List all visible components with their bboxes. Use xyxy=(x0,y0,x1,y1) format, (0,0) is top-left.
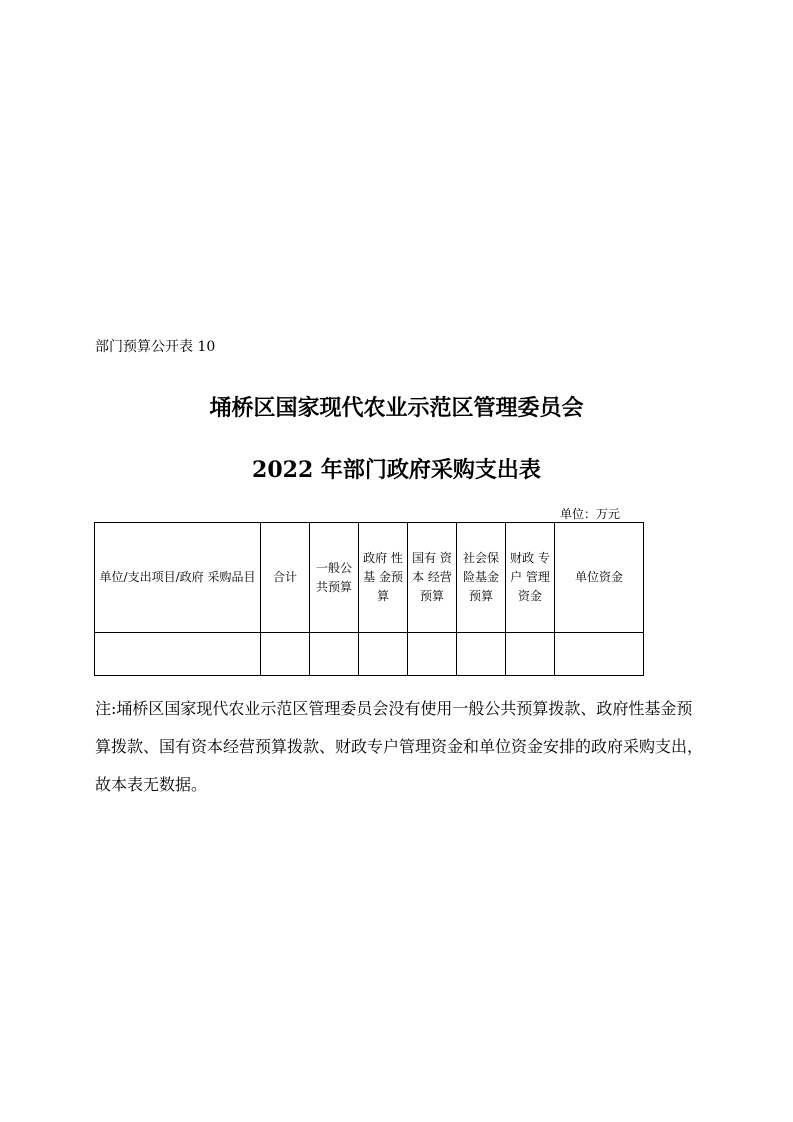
table-note: 注:埇桥区国家现代农业示范区管理委员会没有使用一般公共预算拨款、政府性基金预算拨款、国有资本经营预算拨款、财政专户管理资金和单位资金安排的政府采购支出，故本表无数据。 xyxy=(95,699,704,794)
table-cell xyxy=(95,633,261,676)
unit-label: 单位：万元 xyxy=(560,507,621,521)
header-social-insurance-fund-budget: 社会保险基金预算 xyxy=(457,523,506,633)
table-cell xyxy=(261,633,310,676)
table-header-row xyxy=(95,523,644,633)
document-number-label: 部门预算公开表 10 xyxy=(95,339,216,355)
table-row xyxy=(95,633,644,676)
document-title-table-name: 2022 年部门政府采购支出表 xyxy=(252,457,541,483)
table-cell xyxy=(310,633,359,676)
table-cell xyxy=(555,633,644,676)
header-special-account-funds: 财政 专户 管理资金 xyxy=(506,523,555,633)
table-cell xyxy=(457,633,506,676)
header-general-public-budget: 一般公共预算 xyxy=(310,523,359,633)
header-government-fund-budget: 政府 性基 金预算 xyxy=(359,523,408,633)
procurement-expenditure-table xyxy=(94,522,644,676)
header-state-capital-operation-budget: 国有 资本 经营预算 xyxy=(408,523,457,633)
document-title-organization: 埇桥区国家现代农业示范区管理委员会 xyxy=(209,395,584,421)
table-cell xyxy=(408,633,457,676)
header-unit-funds: 单位资金 xyxy=(555,523,644,633)
table-cell xyxy=(506,633,555,676)
header-total: 合计 xyxy=(261,523,310,633)
table-cell xyxy=(359,633,408,676)
header-unit-item-category: 单位/支出项目/政府 采购品目 xyxy=(95,523,261,633)
